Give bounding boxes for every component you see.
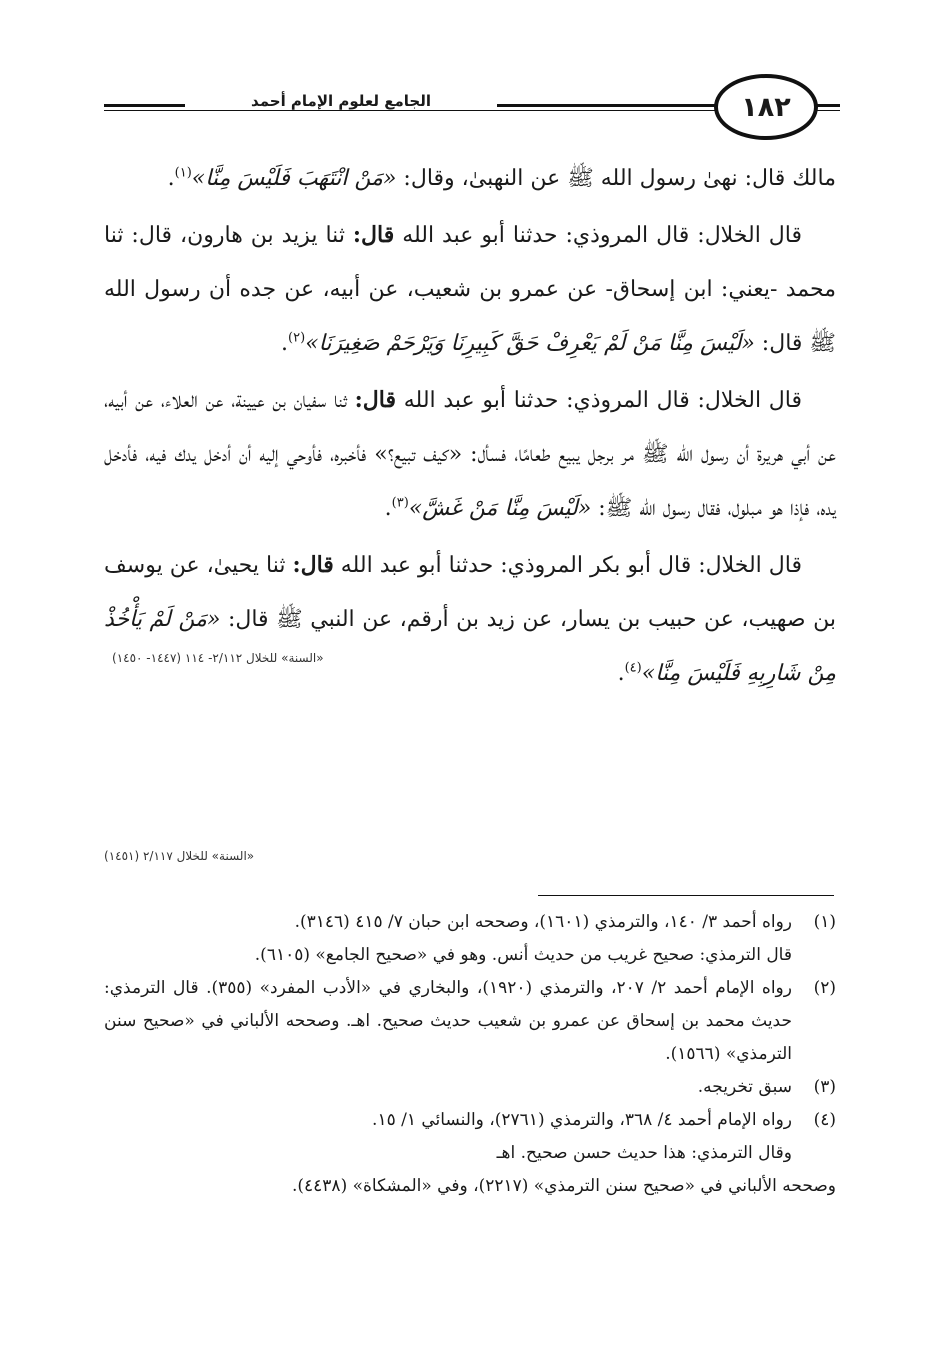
footnote-4-tail: وصححه الألباني في «صحيح سنن الترمذي» (٢٢١٧)، وفي «المشكاة» (٤٤٣٨). (291, 1176, 836, 1196)
p3-end: . (384, 496, 392, 521)
footnote-ref-4[interactable]: (٤) (624, 660, 642, 676)
paragraph-2 (104, 208, 836, 371)
footnote-separator (538, 895, 834, 896)
p4-hadith: «مَنْ لَمْ يَأْخُذْ مِنْ شَارِبِهِ فَلَيْسَ مِنَّا» (104, 607, 836, 686)
p1-end: . (167, 166, 175, 191)
source-citation-4: «السنة» للخلال ٢/١١٧ (١٤٥١) (104, 849, 255, 863)
footnote-ref-1[interactable]: (١) (174, 165, 192, 181)
footnote-number: (٣) (813, 1077, 836, 1097)
footnote-line: رواه الإمام أحمد ٤/ ٣٦٨، والترمذي (٢٧٦١)، والنسائي ١/ ١٥. (372, 1110, 792, 1130)
p3-hadith: «لَيْسَ مِنَّا مَنْ غَشَّ» (408, 496, 592, 521)
p3-qal: قال: (354, 387, 396, 413)
main-text (104, 152, 836, 701)
p1-hadith: «مَنْ انْتَهَبَ فَلَيْسَ مِنَّا» (191, 166, 397, 191)
footnote-line: رواه أحمد ٣/ ١٤٠، والترمذي (١٦٠١)، وصححه ابن حبان ٧/ ٤١٥ (٣١٤٦). (294, 912, 792, 932)
footnote-2 (104, 972, 836, 1071)
footnote-line: قال الترمذي: صحيح غريب من حديث أنس. وهو في «صحيح الجامع» (٦١٠٥). (254, 945, 792, 965)
footnote-line: رواه الإمام أحمد ٢/ ٢٠٧، والترمذي (١٩٢٠)، والبخاري في «الأدب المفرد» (٣٥٥). قال الترمذي: حديث محمد بن إسحاق عن عمرو بن شعيب حديث صحيح. اهـ. وصححه الألباني في «صحيح سنن الترمذي» (١٥٦٦). (104, 978, 792, 1064)
p2-intro: قال الخلال: قال المروذي: حدثنا أبو عبد الله (394, 223, 802, 248)
book-title: الجامع لعلوم الإمام أحمد (185, 92, 497, 110)
p2-end: . (281, 331, 289, 356)
footnote-4 (104, 1104, 836, 1170)
p2-text: ثنا يزيد بن هارون، قال: ثنا محمد -يعني: ابن إسحاق- عن عمرو بن شعيب، عن أبيه، عن جده أن رسول الله ﷺ قال: (104, 223, 836, 356)
p4-qal: قال: (292, 552, 334, 578)
paragraph-4 (104, 538, 836, 701)
p4-end: . (617, 661, 625, 686)
footnote-number: (١) (813, 912, 836, 932)
paragraph-3 (104, 373, 836, 536)
p4-intro: قال الخلال: قال أبو بكر المروذي: حدثنا أبو عبد الله (333, 553, 802, 578)
p1-text: مالك قال: نهىٰ رسول الله ﷺ عن النهبىٰ، وقال: (396, 166, 836, 191)
header-rule-bottom (104, 110, 724, 111)
p2-qal: قال: (352, 222, 395, 248)
footnote-number: (٤) (813, 1110, 836, 1130)
footnote-line: سبق تخريجه. (697, 1077, 792, 1097)
p3-intro: قال الخلال: قال المروذي: حدثنا أبو عبد الله (396, 388, 802, 413)
footnote-number: (٢) (813, 978, 836, 998)
p3-text: ثنا سفيان بن عيينة، عن العلاء، عن أبيه، عن أبي هريرة أن رسول الله ﷺ مر برجل يبيع طعامًا، فسأل: «كيف تبيع؟» فأخبره، فأوحي إليه أن أدخل يدك فيه، فأدخل يده، فإذا هو مبلول، فقال رسول الله ﷺ: (104, 388, 836, 521)
footnotes (104, 906, 836, 1203)
source-citation-3: «السنة» للخلال ٢/١١٢- ١١٤ (١٤٤٧- ١٤٥٠) (112, 651, 324, 665)
paragraph-1 (104, 152, 836, 206)
p2-hadith: «لَيْسَ مِنَّا مَنْ لَمْ يَعْرِفْ حَقَّ كَبِيرِنَا وَيَرْحَمْ صَغِيرَنَا» (305, 331, 755, 356)
footnote-ref-2[interactable]: (٢) (288, 330, 306, 346)
page-header (100, 72, 840, 144)
page-number-badge: ١٨٢ (714, 74, 818, 140)
footnote-3 (104, 1071, 836, 1104)
footnote-ref-3[interactable]: (٣) (391, 495, 409, 511)
footnote-1 (104, 906, 836, 972)
footnote-line: وقال الترمذي: هذا حديث حسن صحيح. اهـ (496, 1143, 792, 1163)
p4-text: ثنا يحيىٰ، عن يوسف بن صهيب، عن حبيب بن يسار، عن زيد بن أرقم، عن النبي ﷺ قال: (104, 553, 836, 632)
